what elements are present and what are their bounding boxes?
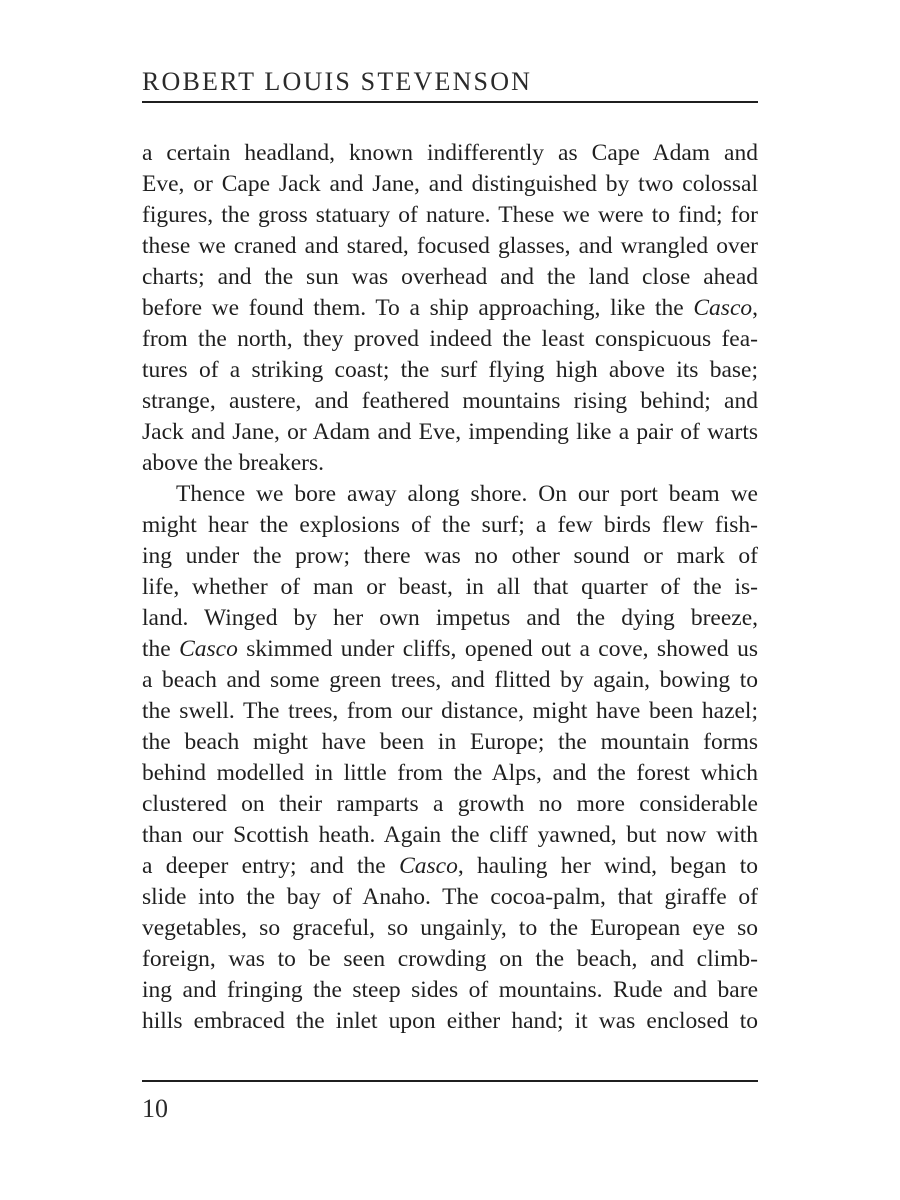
text-line: [142, 944, 758, 975]
text-line: [142, 696, 758, 727]
text-line: [142, 758, 758, 789]
text-line: [142, 231, 758, 262]
text-run: tures of a striking coast; the surf flying high above its base;: [142, 357, 758, 383]
body-text: [142, 138, 758, 1037]
page-number: 10: [142, 1094, 168, 1123]
text-run: a deeper entry; and the: [142, 853, 400, 879]
text-run: a certain headland, known indifferently as Cape Adam and: [142, 140, 758, 166]
text-run: vegetables, so graceful, so ungainly, to the European eye so: [142, 915, 758, 941]
text-line: [142, 1006, 758, 1037]
text-line: [142, 386, 758, 417]
text-run: Eve, or Cape Jack and Jane, and distinguished by two colossal: [142, 171, 758, 197]
text-run: life, whether of man or beast, in all that quarter of the is-: [142, 574, 758, 600]
footer-rule: [142, 1080, 758, 1082]
text-run: behind modelled in little from the Alps, and the forest which: [142, 760, 758, 786]
text-line: [142, 851, 758, 882]
text-line: [142, 169, 758, 200]
text-run: slide into the bay of Anaho. The cocoa-palm, that giraffe of: [142, 884, 758, 910]
text-line: [142, 510, 758, 541]
text-line: [142, 820, 758, 851]
text-line: [142, 200, 758, 231]
text-line: [142, 603, 758, 634]
text-run: foreign, was to be seen crowding on the beach, and climb-: [142, 946, 758, 972]
text-line: [142, 324, 758, 355]
text-line: [142, 448, 758, 479]
text-run: figures, the gross statuary of nature. These we were to find; for: [142, 202, 758, 228]
text-line: [142, 913, 758, 944]
text-run: ing and fringing the steep sides of mountains. Rude and bare: [142, 977, 758, 1003]
text-run: charts; and the sun was overhead and the land close ahead: [142, 264, 758, 290]
text-run: Jack and Jane, or Adam and Eve, impending like a pair of warts: [142, 419, 758, 445]
text-run: before we found them. To a ship approaching, like the: [142, 295, 694, 321]
text-line: [142, 138, 758, 169]
text-run: skimmed under cliffs, opened out a cove, showed us: [237, 636, 758, 662]
italic-ship-name: Casco: [693, 295, 753, 321]
text-run: clustered on their ramparts a growth no more considerable: [142, 791, 758, 817]
text-run: than our Scottish heath. Again the cliff yawned, but now with: [142, 822, 758, 848]
text-line: [142, 975, 758, 1006]
header-rule: [142, 101, 758, 103]
text-line: [142, 355, 758, 386]
text-run: land. Winged by her own impetus and the dying breeze,: [142, 605, 758, 631]
text-run: above the breakers.: [142, 450, 325, 476]
text-line: [142, 479, 758, 510]
text-line: [142, 293, 758, 324]
text-line: [142, 634, 758, 665]
text-run: the swell. The trees, from our distance, might have been hazel;: [142, 698, 758, 724]
text-line: [142, 541, 758, 572]
text-run: these we craned and stared, focused glasses, and wrangled over: [142, 233, 758, 259]
text-run: the: [142, 636, 180, 662]
italic-ship-name: Casco: [399, 853, 458, 879]
text-line: [142, 727, 758, 758]
text-run: ,: [752, 295, 758, 321]
text-run: hills embraced the inlet upon either hand; it was enclosed to: [142, 1008, 758, 1034]
text-run: , hauling her wind, began to: [457, 853, 758, 879]
text-run: a beach and some green trees, and flitted by again, bowing to: [142, 667, 758, 693]
paragraph: [142, 479, 758, 1037]
text-run: from the north, they proved indeed the least conspicuous fea-: [142, 326, 758, 352]
text-line: [142, 789, 758, 820]
running-head: ROBERT LOUIS STEVENSON: [142, 67, 533, 96]
text-run: ing under the prow; there was no other sound or mark of: [142, 543, 758, 569]
text-line: [142, 665, 758, 696]
text-run: might hear the explosions of the surf; a few birds flew fish-: [142, 512, 758, 538]
text-run: the beach might have been in Europe; the mountain forms: [142, 729, 758, 755]
text-line: [142, 417, 758, 448]
text-line: [142, 262, 758, 293]
text-line: [142, 572, 758, 603]
italic-ship-name: Casco: [179, 636, 238, 662]
text-run: strange, austere, and feathered mountains rising behind; and: [142, 388, 758, 414]
paragraph: [142, 138, 758, 479]
text-line: [142, 882, 758, 913]
text-run: Thence we bore away along shore. On our port beam we: [176, 481, 758, 507]
